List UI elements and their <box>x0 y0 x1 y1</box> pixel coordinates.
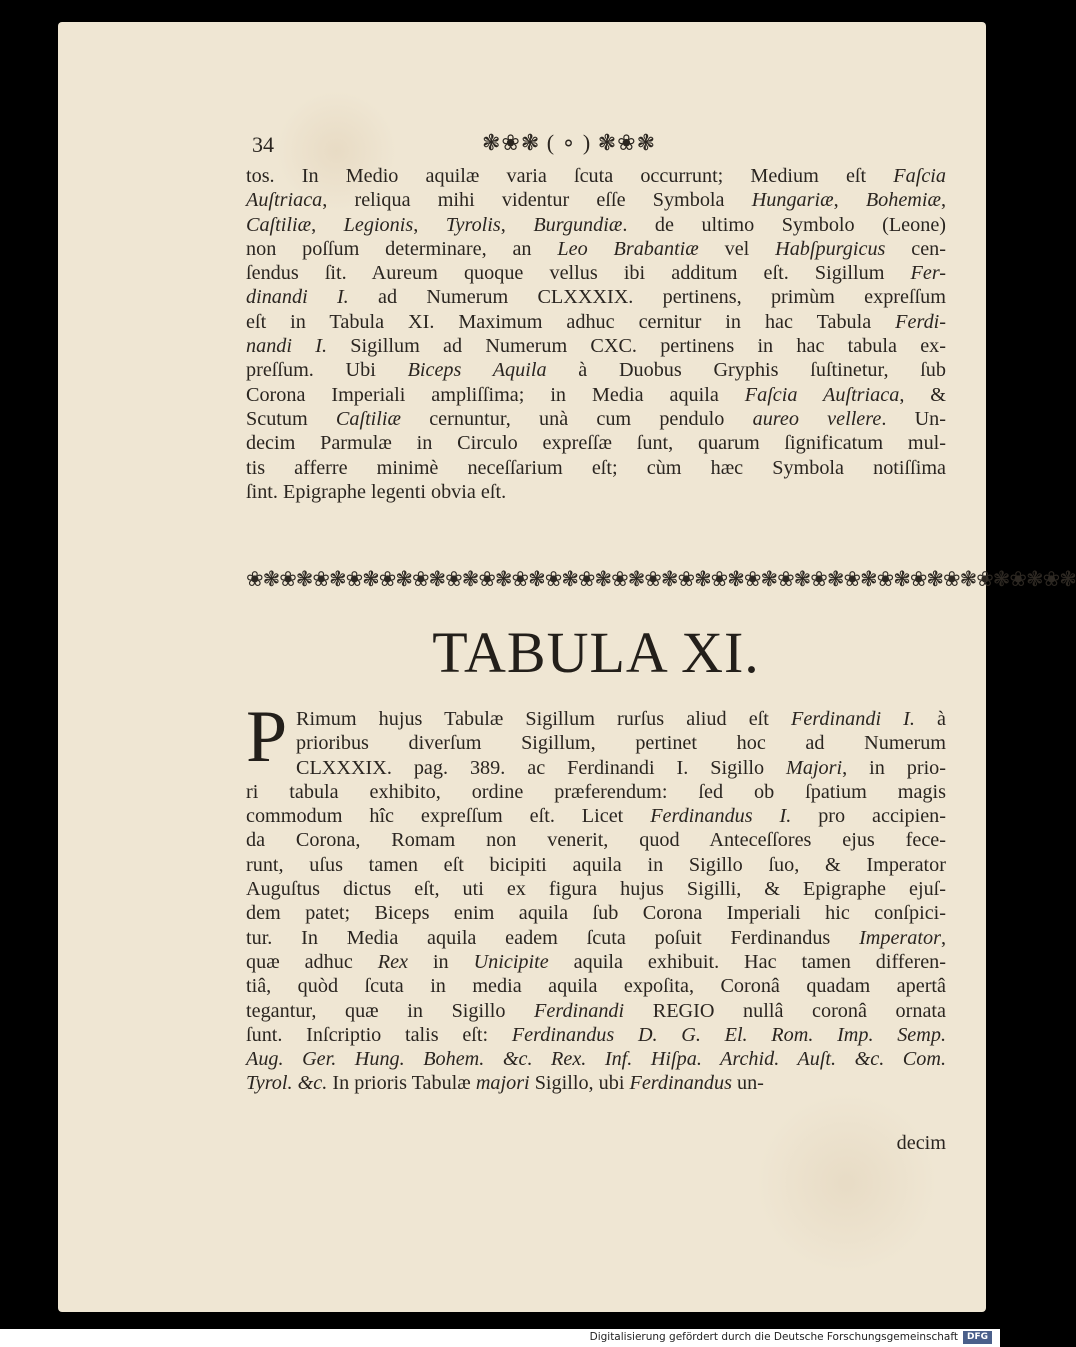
text-run: Scutum <box>246 407 336 430</box>
text-run: tos. In Medio aquilæ varia ſcuta occurrunt; Medium eſt <box>246 165 894 187</box>
italic-text: Imperator <box>859 926 941 949</box>
italic-text: Habſpurgicus <box>775 237 886 260</box>
italic-text: Ferdinandus <box>629 1072 732 1095</box>
text-line <box>246 310 946 334</box>
text-line <box>246 431 946 455</box>
text-line <box>246 188 946 212</box>
text-line <box>246 407 946 431</box>
text-run: cernuntur, unà cum pendulo <box>400 407 753 430</box>
italic-text: Auſtriaca <box>246 189 323 212</box>
text-line <box>246 383 946 407</box>
text-run: Rimum hujus Tabulæ Sigillum rurſus aliud eſt <box>296 708 791 730</box>
text-line <box>246 804 946 828</box>
text-run: quæ adhuc <box>246 950 378 973</box>
text-run: , <box>311 213 344 236</box>
text-line <box>246 950 946 974</box>
text-run: In prioris Tabulæ <box>327 1072 476 1095</box>
text-run: REGIO nullâ coronâ ornata <box>624 999 946 1022</box>
text-run: prioribus diverſum Sigillum, pertinet hoc ad Numerum <box>296 732 946 755</box>
text-run: da Corona, Romam non venerit, quod Anteceſſores ejus fece- <box>246 829 946 852</box>
text-line <box>246 1023 946 1047</box>
text-run: ſint. Epigraphe legenti obvia eſt. <box>246 480 507 503</box>
text-run: , <box>833 189 866 212</box>
italic-text: Rex <box>377 950 408 973</box>
text-line <box>246 828 946 852</box>
text-run: runt, uſus tamen eſt bicipiti aquila in Sigillo ſuo, & Imperator <box>246 853 946 876</box>
italic-text: Bohemiæ <box>865 189 941 212</box>
text-line <box>246 901 946 925</box>
italic-text: Faſcia Auſtriaca <box>744 383 900 406</box>
footer-credit: Digitalisierung gefördert durch die Deutsche Forschungsgemeinschaft <box>589 1331 958 1343</box>
text-line <box>246 334 946 358</box>
text-line <box>246 780 946 804</box>
text-run: tiâ, quòd ſcuta in media aquila expoſita, Coronâ quadam apertâ <box>246 975 946 998</box>
text-run: , <box>413 213 446 236</box>
text-run: dem patet; Biceps enim aquila ſub Corona Imperiali hic conſpici- <box>246 902 946 925</box>
text-run: , <box>940 926 946 949</box>
italic-text: Aug. Ger. Hung. Bohem. &c. Rex. Inf. Hiſpa. Archid. Auſt. &c. Com. <box>246 1048 946 1071</box>
italic-text: aureo vellere <box>752 407 882 430</box>
text-run: à Duobus Gryphis ſuſtinetur, ſub <box>546 359 946 382</box>
text-line <box>246 164 946 188</box>
text-run: ri tabula exhibito, ordine præferendum: ſed ob ſpatium magis <box>246 780 946 803</box>
italic-text: Ferdinandi I. <box>790 708 915 730</box>
text-run: CLXXXIX. pag. 389. ac Ferdinandi I. Sigillo <box>296 756 787 779</box>
text-run: Auguſtus dictus eſt, uti ex figura hujus Sigilli, & Epigraphe ejuſ- <box>246 878 946 901</box>
header-ornament: ❃❀❃ ( ∘ ) ❃❀❃ <box>482 130 657 155</box>
page-number: 34 <box>252 132 274 157</box>
text-run: tis afferre minimè neceſſarium eſt; cùm hæc Symbola notiſſima <box>246 456 946 479</box>
text-run: , <box>500 213 534 236</box>
italic-text: Leo Brabantiæ <box>557 237 699 260</box>
text-line <box>246 974 946 998</box>
italic-text: Hungariæ <box>751 189 834 212</box>
text-run: . de ultimo Symbolo (Leone) <box>622 213 947 236</box>
section-heading: TABULA XI. <box>432 620 760 685</box>
text-line <box>246 999 946 1023</box>
italic-text: Unicipite <box>473 950 549 973</box>
italic-text: Biceps Aquila <box>407 359 547 382</box>
text-line <box>246 756 946 780</box>
text-run: in <box>408 950 474 973</box>
text-run: decim Parmulæ in Circulo expreſſæ ſunt, quarum ſignificatum mul- <box>246 432 946 455</box>
main-paragraph <box>246 707 946 1096</box>
text-run: Sigillum ad Numerum CXC. pertinens in hac tabula ex- <box>327 335 946 358</box>
italic-text: Ferdinandus D. G. El. Rom. Imp. Semp. <box>511 1023 946 1046</box>
drop-cap: P <box>246 696 288 778</box>
running-header <box>252 132 942 162</box>
text-run: Corona Imperiali ampliſſima; in Media aquila <box>246 383 745 406</box>
catchword-row <box>246 1131 946 1155</box>
text-line <box>246 358 946 382</box>
text-run: ad Numerum CLXXXIX. pertinens, primùm expreſſum <box>348 286 946 309</box>
text-run: , in prio- <box>842 756 946 779</box>
italic-text: Burgundiæ <box>533 213 623 236</box>
text-run: pro accipien- <box>791 805 946 828</box>
text-run: cen- <box>885 237 946 260</box>
text-run: un- <box>731 1072 764 1095</box>
text-line <box>246 707 946 731</box>
text-run: preſſum. Ubi <box>246 359 408 382</box>
italic-text: Faſcia <box>893 165 946 187</box>
text-run: , reliqua mihi videntur eſſe Symbola <box>322 189 752 212</box>
text-run: commodum hîc expreſſum eſt. Licet <box>246 805 651 828</box>
text-run: non poſſum determinare, an <box>246 237 558 260</box>
text-line <box>246 480 946 504</box>
text-run: aquila exhibuit. Hac tamen differen- <box>548 950 946 973</box>
italic-text: Ferdinandus I. <box>650 805 792 828</box>
dfg-logo: DFG <box>963 1331 992 1344</box>
text-run: . Un- <box>881 407 947 430</box>
text-run: tur. In Media aquila eadem ſcuta poſuit Ferdinandus <box>246 926 860 949</box>
italic-text: Caſtiliæ <box>335 407 401 430</box>
italic-text: Tyrolis <box>445 213 501 236</box>
text-line <box>246 853 946 877</box>
text-line <box>246 926 946 950</box>
text-run: ſunt. Inſcriptio talis eſt: <box>246 1023 512 1046</box>
text-run: vel <box>698 237 776 260</box>
text-run: tegantur, quæ in Sigillo <box>246 999 535 1022</box>
text-line <box>246 877 946 901</box>
text-run: eſt in Tabula XI. Maximum adhuc cernitur in hac Tabula <box>246 310 896 333</box>
text-run: ſendus ſit. Aureum quoque vellus ibi additum eſt. Sigillum <box>246 262 911 285</box>
italic-text: dinandi I. <box>246 286 349 309</box>
text-line <box>246 1071 946 1095</box>
ornamental-divider: ❀❃❀❃❀❃❀❃❀❃❀❃❀❃❀❃❀❃❀❃❀❃❀❃❀❃❀❃❀❃❀❃❀❃❀❃❀❃❀❃❀❃❀❃❀❃❀❃❀❃ <box>246 567 1076 591</box>
text-line <box>246 237 946 261</box>
italic-text: Legionis <box>343 213 414 236</box>
text-run: , & <box>899 383 947 406</box>
text-line <box>246 285 946 309</box>
catchword: decim <box>896 1132 946 1154</box>
text-line <box>246 731 946 755</box>
text-line <box>246 1047 946 1071</box>
italic-text: Caſtiliæ <box>246 213 312 236</box>
italic-text: nandi I. <box>246 335 327 358</box>
italic-text: Tyrol. &c. <box>246 1072 328 1095</box>
text-line <box>246 261 946 285</box>
italic-text: Fer- <box>910 262 946 285</box>
italic-text: majori <box>475 1072 530 1095</box>
italic-text: Ferdinandi <box>534 999 625 1022</box>
text-line <box>246 213 946 237</box>
text-line <box>246 456 946 480</box>
text-run: à <box>914 708 946 730</box>
italic-text: Ferdi- <box>895 310 946 333</box>
text-run: Sigillo, ubi <box>529 1072 630 1095</box>
top-paragraph <box>246 164 946 504</box>
italic-text: Majori <box>786 756 843 779</box>
text-run: , <box>940 189 946 212</box>
